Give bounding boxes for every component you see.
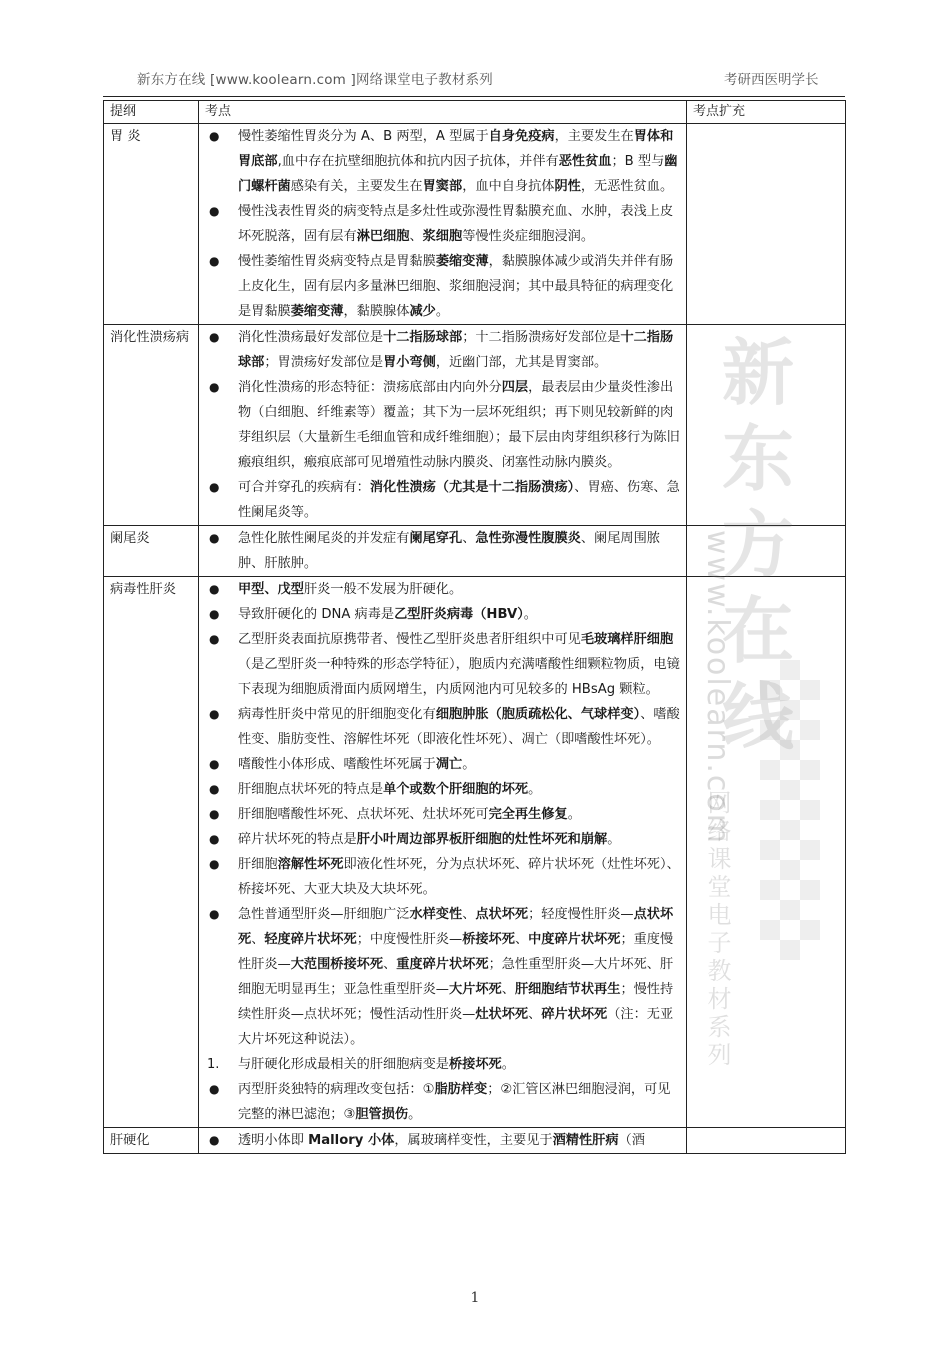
bold-text: 桥接坏死 <box>462 932 515 947</box>
bold-text: 肝小叶周边部界板肝细胞的灶性坏死和崩解 <box>356 832 608 847</box>
bullet-icon: ● <box>209 531 220 545</box>
bold-text: 胃窦部 <box>422 179 463 194</box>
bold-text: 消化性溃疡（尤其是十二指肠溃疡） <box>369 480 575 495</box>
text-segment: ，血中自身抗体 <box>462 179 555 194</box>
list-item <box>205 602 680 627</box>
bold-text: 毛玻璃样肝细胞 <box>580 632 674 647</box>
bullet-icon: ● <box>209 857 220 871</box>
list-item <box>205 249 680 324</box>
bold-text: 淋巴细胞 <box>356 229 410 244</box>
bold-text: 阴性 <box>554 179 581 194</box>
bold-text: 浆细胞 <box>422 229 463 244</box>
points-cell <box>199 526 687 577</box>
header-author: 考研西医明学长 <box>724 72 819 88</box>
text-segment: （注：无亚大片坏死这种说法）。 <box>238 1007 674 1047</box>
list-item <box>205 325 680 375</box>
bullet-icon: ● <box>209 480 220 494</box>
bold-text: 四层 <box>501 380 529 395</box>
text-segment: ；②汇管区淋巴细胞浸润，可见完整的淋巴滤泡；③ <box>238 1082 671 1122</box>
bold-text: 急性弥漫性腹膜炎 <box>475 531 581 546</box>
extension-cell <box>687 1128 846 1154</box>
text-segment: ；慢性持续性肝炎—点状坏死；慢性活动性肝炎— <box>238 982 674 1022</box>
bold-text: 胃小弯侧 <box>383 355 436 370</box>
bold-text: 完全再生修复 <box>488 807 568 822</box>
text-segment: ，黏膜腺体减少或消失并伴有肠上皮化生，固有层内多量淋巴细胞、浆细胞浸润；其中最具特征的病理变化是胃黏膜 <box>238 254 674 319</box>
list-item <box>205 702 680 752</box>
header-cell-extension: 考点扩充 <box>687 101 846 124</box>
text-segment: ；中度慢性肝炎— <box>356 932 463 947</box>
text-segment: 肝细胞点状坏死的特点是 <box>238 782 384 797</box>
bold-text: 点状坏死 <box>238 907 674 947</box>
bold-text: 萎缩变薄 <box>435 254 489 269</box>
list-item <box>205 802 680 827</box>
text-segment: 、胃癌、伤寒、急性阑尾炎等。 <box>238 480 680 520</box>
bold-text: 酒精性肝病 <box>552 1133 619 1148</box>
list-item <box>205 577 680 602</box>
table-row <box>104 1128 846 1154</box>
bold-text: 自身免疫病 <box>488 129 555 144</box>
page-number: 1 <box>470 1290 480 1306</box>
text-segment: 肝细胞 <box>238 857 278 872</box>
watermark-brand: 新东方在线 <box>722 330 795 759</box>
text-segment: ；急性重型肝炎—大片坏死、肝细胞无明显再生；亚急性重型肝炎— <box>238 957 674 997</box>
text-segment: 、 <box>514 932 529 947</box>
text-segment: ；重度慢性肝炎— <box>238 932 674 972</box>
text-segment: 。 <box>501 1057 515 1072</box>
points-cell <box>199 1128 687 1154</box>
text-segment: 可合并穿孔的疾病有： <box>238 480 370 495</box>
topic-cell: 肝硬化 <box>104 1128 199 1154</box>
text-segment: 、 <box>251 932 265 947</box>
header-cell-outline: 提纲 <box>104 101 199 124</box>
bold-text: 重度碎片状坏死 <box>396 957 489 972</box>
list-item <box>205 1128 680 1153</box>
text-segment: 。 <box>462 757 476 772</box>
bold-text: Mallory 小体 <box>308 1133 395 1148</box>
text-segment: 丙型肝炎独特的病理改变包括：① <box>238 1082 435 1097</box>
bold-text: 胆管损伤 <box>355 1107 409 1122</box>
text-segment: 、阑尾周围脓肿、肝脓肿。 <box>238 531 660 571</box>
text-segment: 乙型肝炎表面抗原携带者、慢性乙型肝炎患者肝组织中可见 <box>238 632 581 647</box>
text-segment: 。 <box>523 607 537 622</box>
bullet-icon: ● <box>209 330 220 344</box>
text-segment: 、 <box>528 1007 542 1022</box>
content-table <box>103 100 846 1154</box>
bold-text: 凋亡 <box>435 757 463 772</box>
text-segment: 、 <box>501 982 515 997</box>
list-item <box>205 1077 680 1127</box>
text-segment: 。 <box>528 782 542 797</box>
text-segment: 导致肝硬化的 DNA 病毒是 <box>238 607 395 622</box>
bullet-icon: ● <box>209 907 220 921</box>
list-item <box>205 827 680 852</box>
text-segment: 感染有关，主要发生在 <box>290 179 423 194</box>
list-item <box>205 752 680 777</box>
text-segment: 病毒性肝炎中常见的肝细胞变化有 <box>238 707 436 722</box>
bullet-icon: ● <box>209 380 220 394</box>
topic-cell: 病毒性肝炎 <box>104 577 199 1128</box>
bold-text: 脂肪样变 <box>434 1082 488 1097</box>
bullet-icon: ● <box>209 582 220 596</box>
watermark-url: www.koolearn.com <box>700 530 735 846</box>
extension-cell <box>687 577 846 1128</box>
table-row <box>104 526 846 577</box>
header-cell-points: 考点 <box>199 101 687 124</box>
text-segment: 、 <box>383 957 397 972</box>
text-segment: 消化性溃疡的形态特征：溃疡底部由内向外分 <box>238 380 502 395</box>
text-segment: 肝炎一般不发展为肝硬化。 <box>303 582 463 597</box>
text-segment: 肝细胞嗜酸性坏死、点状坏死、灶状坏死可 <box>238 807 489 822</box>
bold-text: 细胞肿胀（胞质疏松化、气球样变） <box>435 707 641 722</box>
text-segment: ，属玻璃样变性，主要见于 <box>394 1133 553 1148</box>
list-item <box>205 199 680 249</box>
text-segment: ；胃溃疡好发部位是 <box>264 355 384 370</box>
bold-text: 恶性贫血 <box>558 154 612 169</box>
bold-text: 单个或数个肝细胞的坏死 <box>383 782 529 797</box>
bullet-icon: ● <box>209 204 220 218</box>
text-segment: 慢性萎缩性胃炎病变特点是胃黏膜 <box>238 254 436 269</box>
bold-text: 乙型肝炎病毒（HBV） <box>394 607 524 622</box>
list-item <box>205 1052 680 1077</box>
table-row <box>104 577 846 1128</box>
bullet-icon: ● <box>209 807 220 821</box>
bullet-icon: ● <box>209 607 220 621</box>
text-segment: 。 <box>607 832 621 847</box>
text-segment: 。 <box>567 807 581 822</box>
list-number: 1. <box>207 1057 220 1072</box>
table-header-row <box>104 101 846 124</box>
bold-text: 减少 <box>409 304 436 319</box>
points-cell <box>199 325 687 526</box>
bullet-icon: ● <box>209 1082 220 1096</box>
text-segment: 透明小体即 <box>238 1133 309 1148</box>
bold-text: 甲型、戊型 <box>238 582 304 597</box>
text-segment: 。 <box>435 304 449 319</box>
topic-cell: 消化性溃疡病 <box>104 325 199 526</box>
bold-text: 萎缩变薄 <box>290 304 344 319</box>
extension-cell <box>687 526 846 577</box>
bold-text: 溶解性坏死 <box>277 857 344 872</box>
table-row <box>104 124 846 325</box>
text-segment: 、 <box>462 531 476 546</box>
text-segment: 慢性浅表性胃炎的病变特点是多灶性或弥漫性胃黏膜充血、水肿，表浅上皮坏死脱落，固有层有 <box>238 204 674 244</box>
text-segment: 急性普通型肝炎—肝细胞广泛 <box>238 907 410 922</box>
points-cell <box>199 577 687 1128</box>
text-segment: 、 <box>409 229 423 244</box>
bold-text: 水样变性 <box>409 907 463 922</box>
list-item <box>205 852 680 902</box>
bold-text: 十二指肠球部 <box>383 330 463 345</box>
text-segment: ，无恶性贫血。 <box>580 179 674 194</box>
points-cell <box>199 124 687 325</box>
text-segment: ，主要发生在 <box>554 129 634 144</box>
list-item <box>205 375 680 475</box>
extension-cell <box>687 124 846 325</box>
bullet-icon: ● <box>209 782 220 796</box>
watermark-series: 网络课堂电子教材系列 <box>703 790 731 1070</box>
list-item <box>205 475 680 525</box>
bold-text: 十二指肠球部 <box>238 330 674 370</box>
text-segment: 消化性溃疡最好发部位是 <box>238 330 384 345</box>
header-rule <box>103 96 845 97</box>
list-item <box>205 902 680 1052</box>
text-segment: 。 <box>408 1107 422 1122</box>
text-segment: ,血中存在抗壁细胞抗体和抗内因子抗体，并伴有 <box>277 154 559 169</box>
bold-text: 大范围桥接坏死 <box>290 957 384 972</box>
bold-text: 轻度碎片状坏死 <box>264 932 357 947</box>
text-segment: 嗜酸性小体形成、嗜酸性坏死属于 <box>238 757 436 772</box>
bold-text: 大片坏死 <box>449 982 502 997</box>
text-segment: （酒 <box>618 1133 645 1148</box>
text-segment: 等慢性炎症细胞浸润。 <box>462 229 595 244</box>
table-row <box>104 325 846 526</box>
bold-text: 阑尾穿孔 <box>409 531 463 546</box>
topic-cell: 胃 炎 <box>104 124 199 325</box>
bullet-icon: ● <box>209 707 220 721</box>
bold-text: 点状坏死 <box>475 907 529 922</box>
text-segment: ，近幽门部，尤其是胃窦部。 <box>435 355 608 370</box>
bold-text: 肝细胞结节状再生 <box>514 982 621 997</box>
bold-text: 中度碎片状坏死 <box>528 932 621 947</box>
bullet-icon: ● <box>209 832 220 846</box>
bold-text: 灶状坏死 <box>475 1007 529 1022</box>
text-segment: 、 <box>462 907 476 922</box>
bold-text: 胃体和胃底部 <box>238 129 674 169</box>
bullet-icon: ● <box>209 757 220 771</box>
header-title: 新东方在线 [www.koolearn.com ]网络课堂电子教材系列 <box>137 72 493 88</box>
list-item <box>205 777 680 802</box>
bullet-icon: ● <box>209 1133 220 1147</box>
text-segment: 、嗜酸性变、脂肪变性、溶解性坏死（即液化性坏死）、凋亡（即嗜酸性坏死）。 <box>238 707 680 747</box>
text-segment: 与肝硬化形成最相关的肝细胞病变是 <box>238 1057 449 1072</box>
text-segment: 慢性萎缩性胃炎分为 A、B 两型，A 型属于 <box>238 129 489 144</box>
list-item <box>205 627 680 702</box>
text-segment: ，最表层由少量炎性渗出物（白细胞、纤维素等）覆盖；其下为一层坏死组织；再下则见较新鲜的肉芽组织层（大量新生毛细血管和成纤维细胞）；最下层由肉芽组织移行为陈旧瘢痕组织，瘢痕底部可见增殖性动脉内膜炎、闭塞性动脉内膜炎。 <box>238 380 680 470</box>
list-item <box>205 526 680 576</box>
text-segment: ；十二指肠溃疡好发部位是 <box>462 330 621 345</box>
text-segment: ，黏膜腺体 <box>343 304 410 319</box>
text-segment: ；轻度慢性肝炎— <box>528 907 634 922</box>
text-segment: （是乙型肝炎一种特殊的形态学特征），胞质内充满嗜酸性细颗粒物质，电镜下表现为细胞质滑面内质网增生，内质网池内可见较多的 HBsAg 颗粒。 <box>238 657 680 697</box>
text-segment: 碎片状坏死的特点是 <box>238 832 357 847</box>
text-segment: ；B 型与 <box>611 154 665 169</box>
text-segment: 急性化脓性阑尾炎的并发症有 <box>238 531 410 546</box>
list-item <box>205 124 680 199</box>
text-segment: 即液化性坏死，分为点状坏死、碎片状坏死（灶性坏死）、桥接坏死、大亚大块及大块坏死。 <box>238 857 680 897</box>
bold-text: 幽门螺杆菌 <box>238 154 678 194</box>
bold-text: 碎片状坏死 <box>541 1007 608 1022</box>
topic-cell: 阑尾炎 <box>104 526 199 577</box>
bullet-icon: ● <box>209 254 220 268</box>
bullet-icon: ● <box>209 129 220 143</box>
extension-cell <box>687 325 846 526</box>
bullet-icon: ● <box>209 632 220 646</box>
bold-text: 桥接坏死 <box>449 1057 502 1072</box>
